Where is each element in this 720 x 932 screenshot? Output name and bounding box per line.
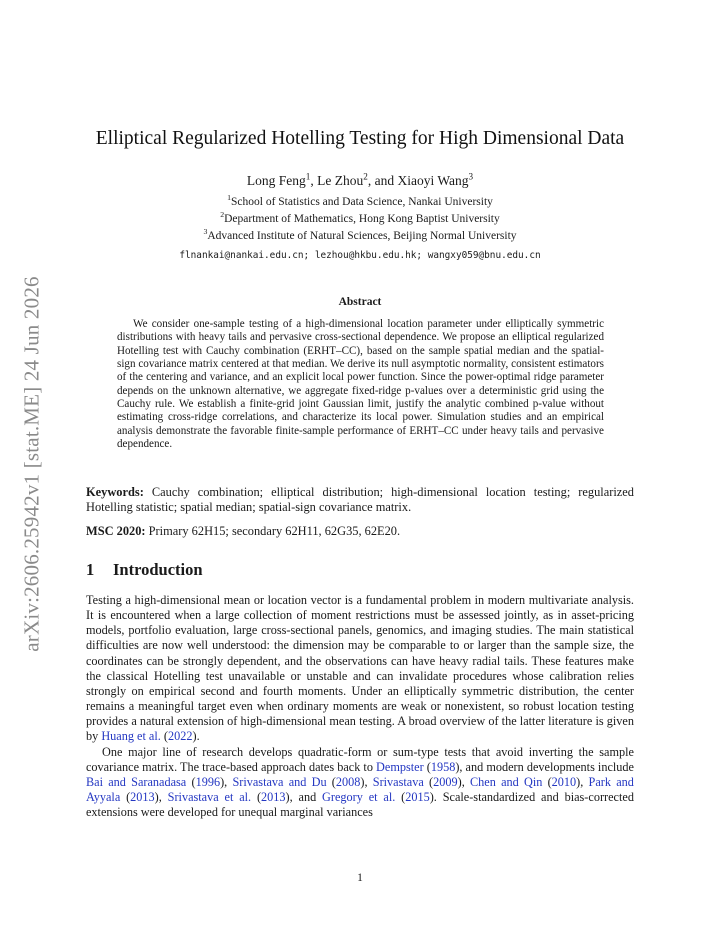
citation-link[interactable]: 2015 — [405, 790, 430, 805]
affiliation-mark: 3 — [203, 227, 208, 237]
msc-text: Primary 62H15; secondary 62H11, 62G35, 62E20. — [148, 524, 401, 538]
citation-link[interactable]: 2022 — [168, 729, 193, 744]
citation-link[interactable]: 2013 — [261, 790, 286, 805]
citation-link[interactable]: Srivastava and Du — [232, 774, 327, 789]
author-list — [80, 173, 640, 189]
author-affil-mark: 1 — [305, 171, 311, 182]
author-affil-mark: 3 — [468, 171, 474, 182]
keywords — [86, 485, 634, 515]
citation-link[interactable]: 1958 — [430, 759, 456, 774]
paragraph-text: One major line of research develops quadratic-form or sum-type tests that avoid inverting the sample covariance matrix. The trace-based approach dates back to — [86, 744, 634, 774]
affiliation-text: Advanced Institute of Natural Sciences, Beijing Normal University — [207, 230, 517, 242]
affiliation — [80, 210, 640, 225]
paragraph-text: ( — [160, 729, 168, 744]
affiliation — [80, 193, 640, 208]
paragraph — [86, 593, 634, 745]
author-emails: flnankai@nankai.edu.cn; lezhou@hkbu.edu.hk; wangxy059@bnu.edu.cn — [179, 250, 541, 261]
paragraph: One major line of research develops quadratic-form or sum-type tests that avoid inverting the sample covariance matrix. The trace-based approach dates back to Dempster (1958), and modern developments include Bai and Saranadasa (1996), Srivastava and Du (2008), Srivastava (2009), Chen and Qin (2010), Park and Ayyala (2013), Srivastava et al. (2013), and Gregory et al. (2015). Scale-standardized and bias-corrected extensions were developed for unequal marginal variances — [86, 744, 634, 820]
author-name: Long Feng — [246, 173, 306, 188]
affiliation-text: School of Statistics and Data Science, Nankai University — [231, 196, 493, 208]
section-heading — [86, 560, 203, 580]
paper-title: Elliptical Regularized Hotelling Testing for High Dimensional Data — [95, 128, 625, 149]
citation-link[interactable]: Park and Ayyala — [86, 774, 634, 805]
affiliation-mark: 1 — [227, 193, 231, 203]
paragraph-text: ). — [192, 729, 200, 744]
author-affil-mark: 2 — [363, 171, 368, 182]
keywords-label: Keywords: — [86, 485, 144, 499]
author-separator: , — [310, 173, 318, 188]
msc-label: MSC 2020: — [86, 524, 146, 538]
affiliation-text: Department of Mathematics, Hong Kong Baptist University — [224, 213, 500, 225]
citation-link[interactable]: Gregory et al. — [322, 790, 396, 805]
citation-link[interactable]: 1996 — [195, 774, 221, 789]
affiliation — [80, 227, 640, 242]
citation-link[interactable]: Huang et al. — [101, 729, 161, 744]
citation-link[interactable]: Chen and Qin — [469, 774, 543, 789]
arxiv-id-text: arXiv:2606.25942v1 [stat.ME] 24 Jun 2026 — [19, 276, 44, 652]
keywords-text: Cauchy combination; elliptical distribution; high-dimensional location testing; regularized Hotelling statistic; spatial median; spatial-sign covariance matrix. — [86, 485, 634, 514]
citation-link[interactable]: 2008 — [335, 774, 361, 789]
paragraph-text: ). Scale-standardized and bias-corrected extensions were developed for unequal marginal variances — [86, 790, 634, 820]
msc-classification — [86, 524, 634, 539]
author-name: Le Zhou — [317, 173, 364, 188]
section-title: Introduction — [113, 560, 203, 579]
citation-link[interactable]: Bai and Saranadasa — [86, 774, 187, 789]
page-number: 1 — [357, 872, 363, 884]
citation-link[interactable]: Srivastava — [372, 774, 424, 789]
paragraph-text: Testing a high-dimensional mean or location vector is a fundamental problem in modern multivariate analysis. It is encountered when a large collection of moment restrictions must be assessed jointly, as in asset-pricing models, portfolio evaluation, large cross-sectional panels, genomics, and imaging studies. The main statistical difficulties are now well understood: the dimension may be comparable to or larger than the sample size, the coordinates can be strongly dependent, and the observations can have heavy radial tails. These features make the classical Hotelling test unavailable or unstable and can invalidate procedures whose calibration relies strongly on empirical second and fourth moments. Under an elliptically symmetric distribution, the center remains a meaningful target even when ordinary moments are weak or nonexistent, so robust location testing provides a natural extension of high-dimensional mean testing. A broad overview of the latter literature is given by — [86, 593, 634, 744]
abstract-body: We consider one-sample testing of a high-dimensional location parameter under elliptically symmetric distributions with heavy tails and pervasive cross-sectional dependence. We propose an elliptical regularized Hotelling test with Cauchy combination (ERHT–CC), based on the sample spatial median and the spatial-sign covariance matrix centered at that median. We derive its null asymptotic normality, consistent estimators of the centering and variance, and an explicit local power function. Since the power-optimal ridge parameter depends on the unknown alternative, we aggregate fixed-ridge p-values over a deterministic grid using the Cauchy rule. We establish a finite-grid joint Gaussian limit, justify the analytic combined p-value without estimating cross-ridge correlations, and characterize its local power. Simulation studies and an empirical analysis demonstrate the favorable finite-sample performance of ERHT–CC under heavy tails and pervasive dependence. — [117, 318, 604, 451]
paragraph-text: ), and — [285, 790, 323, 805]
abstract-heading: Abstract — [338, 296, 382, 308]
citation-link[interactable]: 2009 — [433, 774, 458, 789]
author-separator: , and — [367, 173, 398, 188]
author-name: Xiaoyi Wang — [397, 173, 469, 188]
paragraph-text: ), and modern developments include — [455, 759, 634, 774]
citation-link[interactable]: Dempster — [376, 759, 424, 774]
section-number: 1 — [86, 560, 95, 579]
affiliation-mark: 2 — [220, 210, 225, 220]
citation-link[interactable]: 2010 — [551, 774, 577, 789]
introduction-text — [86, 593, 634, 820]
citation-link[interactable]: 2013 — [130, 790, 155, 805]
arxiv-side-identifier — [12, 0, 52, 932]
citation-link[interactable]: Srivastava et al. — [167, 790, 252, 805]
